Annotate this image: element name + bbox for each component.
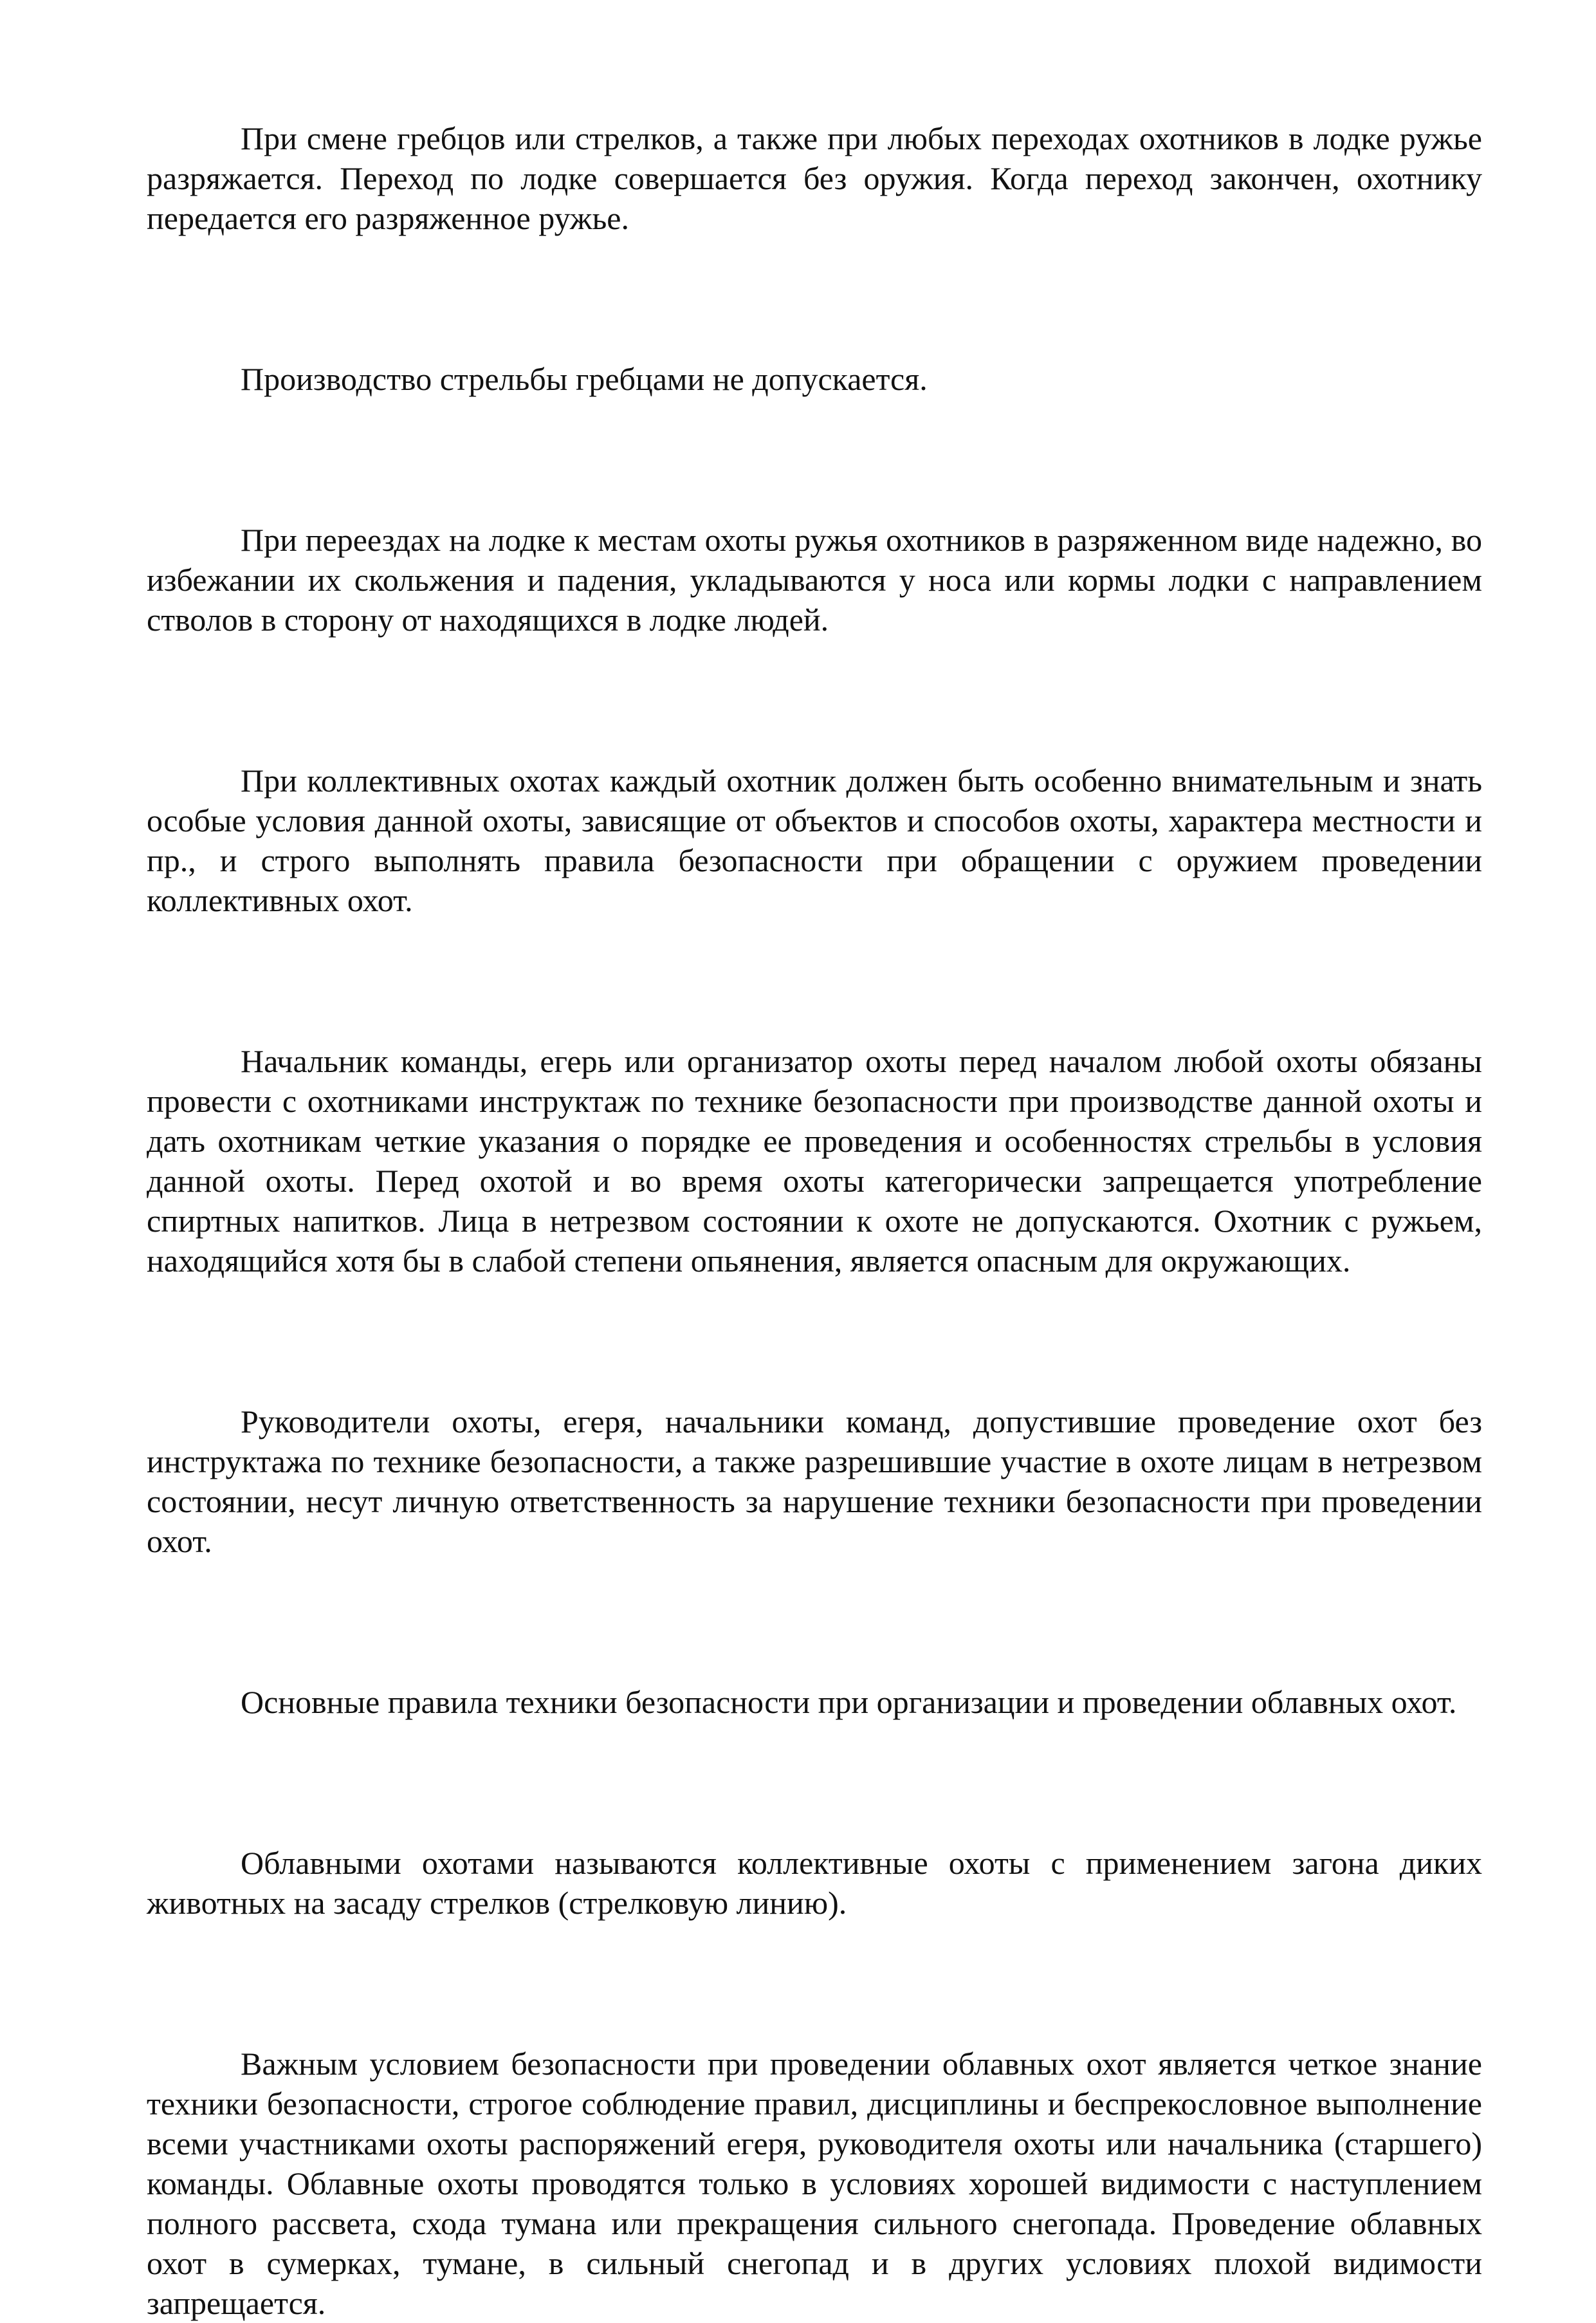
paragraph-drive-hunt-rules-heading: Основные правила техники безопасности при организации и проведении облавных охот. [241,1684,1457,1720]
paragraph-visibility-conditions: Важным условием безопасности при проведении облавных охот является четкое знание техники безопасности, строгое соблюдение правил, дисциплины и беспрекословное выполнение всеми участниками охоты распоряжений егеря, руководителя охоты или начальника (старшего) команды. Облавные охоты проводятся только в условиях хорошей видимости с наступлением полного рассвета, схода тумана или прекращения сильного снегопада. Проведение облавных охот в сумерках, тумане, в сильный снегопад и в других условиях плохой видимости запрещается. [147,2046,1482,2321]
document-body [147,118,1482,2323]
paragraph-collective-hunts: При коллективных охотах каждый охотник должен быть особенно внимательным и знать особые условия данной охоты, зависящие от объектов и способов охоты, характера местности и пр., и строго выполнять правила безопасности при обращении с оружием проведении коллективных охот. [147,763,1482,918]
paragraph-boat-transfer: При переездах на лодке к местам охоты ружья охотников в разряженном виде надежно, во избежании их скольжения и падения, укладываются у носа или кормы лодки с направлением стволов в сторону от находящихся в лодке людей. [147,522,1482,638]
paragraph-drive-hunt-definition: Облавными охотами называются коллективные охоты с применением загона диких животных на засаду стрелков (стрелковую линию). [147,1845,1482,1921]
paragraph-leader-responsibility: Руководители охоты, егеря, начальники команд, допустившие проведение охот без инструктажа по технике безопасности, а также разрешившие участие в охоте лицам в нетрезвом состоянии, несут личную ответственность за нарушение техники безопасности при проведении охот. [147,1403,1482,1559]
paragraph-boat-crew-change: При смене гребцов или стрелков, а также при любых переходах охотников в лодке ружье разряжается. Переход по лодке совершается без оружия. Когда переход закончен, охотнику передается его разряженное ружье. [147,120,1482,236]
paragraph-safety-briefing: Начальник команды, егерь или организатор охоты перед началом любой охоты обязаны провести с охотниками инструктаж по технике безопасности при производстве данной охоты и дать охотникам четкие указания о порядке ее проведения и особенностях стрельбы в условия данной охоты. Перед охотой и во время охоты категорически запрещается употребление спиртных напитков. Лица в нетрезвом состоянии к охоте не допускаются. Охотник с ружьем, находящийся хотя бы в слабой степени опьянения, является опасным для окружающих. [147,1043,1482,1279]
paragraph-rowers-shooting: Производство стрельбы гребцами не допускается. [241,361,928,397]
